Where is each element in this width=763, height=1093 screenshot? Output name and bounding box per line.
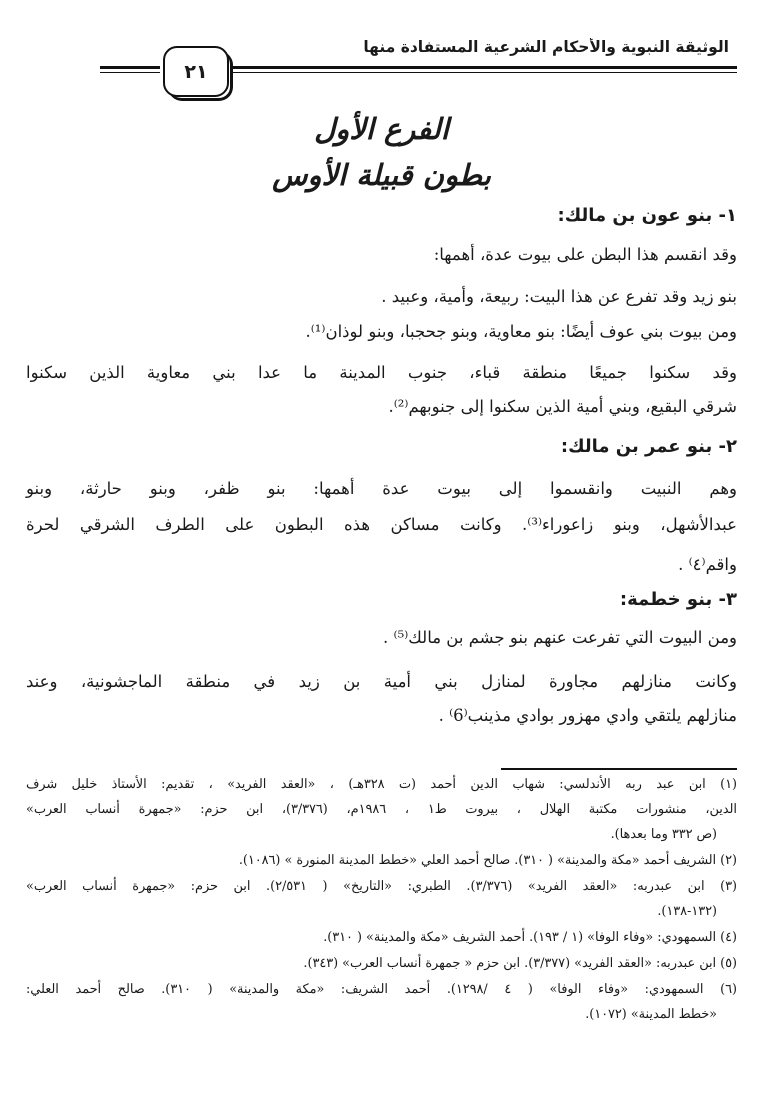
footnote-line: (١) ابن عبد ربه الأندلسي: شهاب الدين أحمد (ت ٣٢٨هـ) ، «العقد الفريد» ، تقديم: الأستاذ خليل شرف <box>26 777 737 792</box>
text-line: منازلهم يلتقي وادي مهزور بوادي مذينب⁽6⁾ . <box>438 706 737 725</box>
text-line: شرقي البقيع، وبني أمية الذين سكنوا إلى جنوبهم⁽²⁾. <box>388 397 737 416</box>
footnote-line: (ص ٣٣٢ وما بعدها). <box>610 827 717 842</box>
section-heading-3: ٣- بنو خطمة: <box>619 589 737 610</box>
footnote-line: (٤) السمهودي: «وفاء الوفا» (١ / ١٩٣). أحمد الشريف «مكة والمدينة» ( ٣١٠). <box>323 930 737 945</box>
text-line: ومن البيوت التي تفرعت عنهم بنو جشم بن مالك⁽⁵⁾ . <box>383 628 737 647</box>
footnote-line: «خطط المدينة» (١٠٧٢). <box>585 1007 717 1022</box>
branch-title: الفرع الأول <box>314 112 449 146</box>
section-heading-2: ٢- بنو عمر بن مالك: <box>560 436 737 457</box>
text-line: وهم النبيت وانقسموا إلى بيوت عدة أهمها: بنو ظفر، وبنو حارثة، وبنو <box>26 479 737 498</box>
footnote-line: (٢) الشريف أحمد «مكة والمدينة» ( ٣١٠). صالح أحمد العلي «خطط المدينة المنورة » (١٠٨٦). <box>238 853 737 868</box>
footnote-separator <box>501 768 737 770</box>
running-header-title: الوثيقة النبوية والأحكام الشرعية المستفادة منها <box>363 38 729 56</box>
footnote-line: (٥) ابن عبدربه: «العقد الفريد» (٣/٣٧٧). ابن حزم « جمهرة أنساب العرب» (٣٤٣). <box>303 956 737 971</box>
header-rule-left-thin <box>100 72 160 73</box>
footnote-line: الدين، منشورات مكتبة الهلال ، بيروت ط١ ، ١٩٨٦م، (٣/٣٧٦)، ابن حزم: «جمهرة أنساب العرب» <box>26 802 737 817</box>
text-line: وقد سكنوا جميعًا منطقة قباء، جنوب المدينة ما عدا بني معاوية الذين سكنوا <box>26 363 737 382</box>
footnote-line: (١٣٢-١٣٨). <box>657 904 717 919</box>
subject-title: بطون قبيلة الأوس <box>272 158 491 192</box>
footnote-line: (٦) السمهودي: «وفاء الوفا» ( ٤ /١٢٩٨). أحمد الشريف: «مكة والمدينة» ( ٣١٠). صالح أحمد العلي: <box>26 982 737 997</box>
header-rule-right-thin <box>232 72 737 73</box>
header-rule-right <box>232 66 737 69</box>
text-line: عبدالأشهل، وبنو زاعوراء⁽³⁾. وكانت مساكن هذه البطون على الطرف الشرقي لحرة <box>26 515 737 534</box>
section-heading-1: ١- بنو عون بن مالك: <box>557 205 737 226</box>
text-line: واقم⁽٤⁾ . <box>678 555 737 574</box>
text-line: وكانت منازلهم مجاورة لمنازل بني أمية بن زيد في منطقة الماجشونية، وعند <box>26 672 737 691</box>
page-number: ٢١ <box>163 46 229 97</box>
header-rule-left <box>100 66 160 69</box>
text-line: وقد انقسم هذا البطن على بيوت عدة، أهمها: <box>433 245 737 264</box>
text-line: ومن بيوت بني عوف أيضًا: بنو معاوية، وبنو جحجبا، وبنو لوذان⁽¹⁾. <box>305 322 737 341</box>
footnote-line: (٣) ابن عبدربه: «العقد الفريد» (٣/٣٧٦). الطبري: «التاريخ» ( ٢/٥٣١). ابن حزم: «جمهرة أنساب العرب» <box>26 879 737 894</box>
text-line: بنو زيد وقد تفرع عن هذا البيت: ربيعة، وأمية، وعبيد . <box>381 287 737 306</box>
